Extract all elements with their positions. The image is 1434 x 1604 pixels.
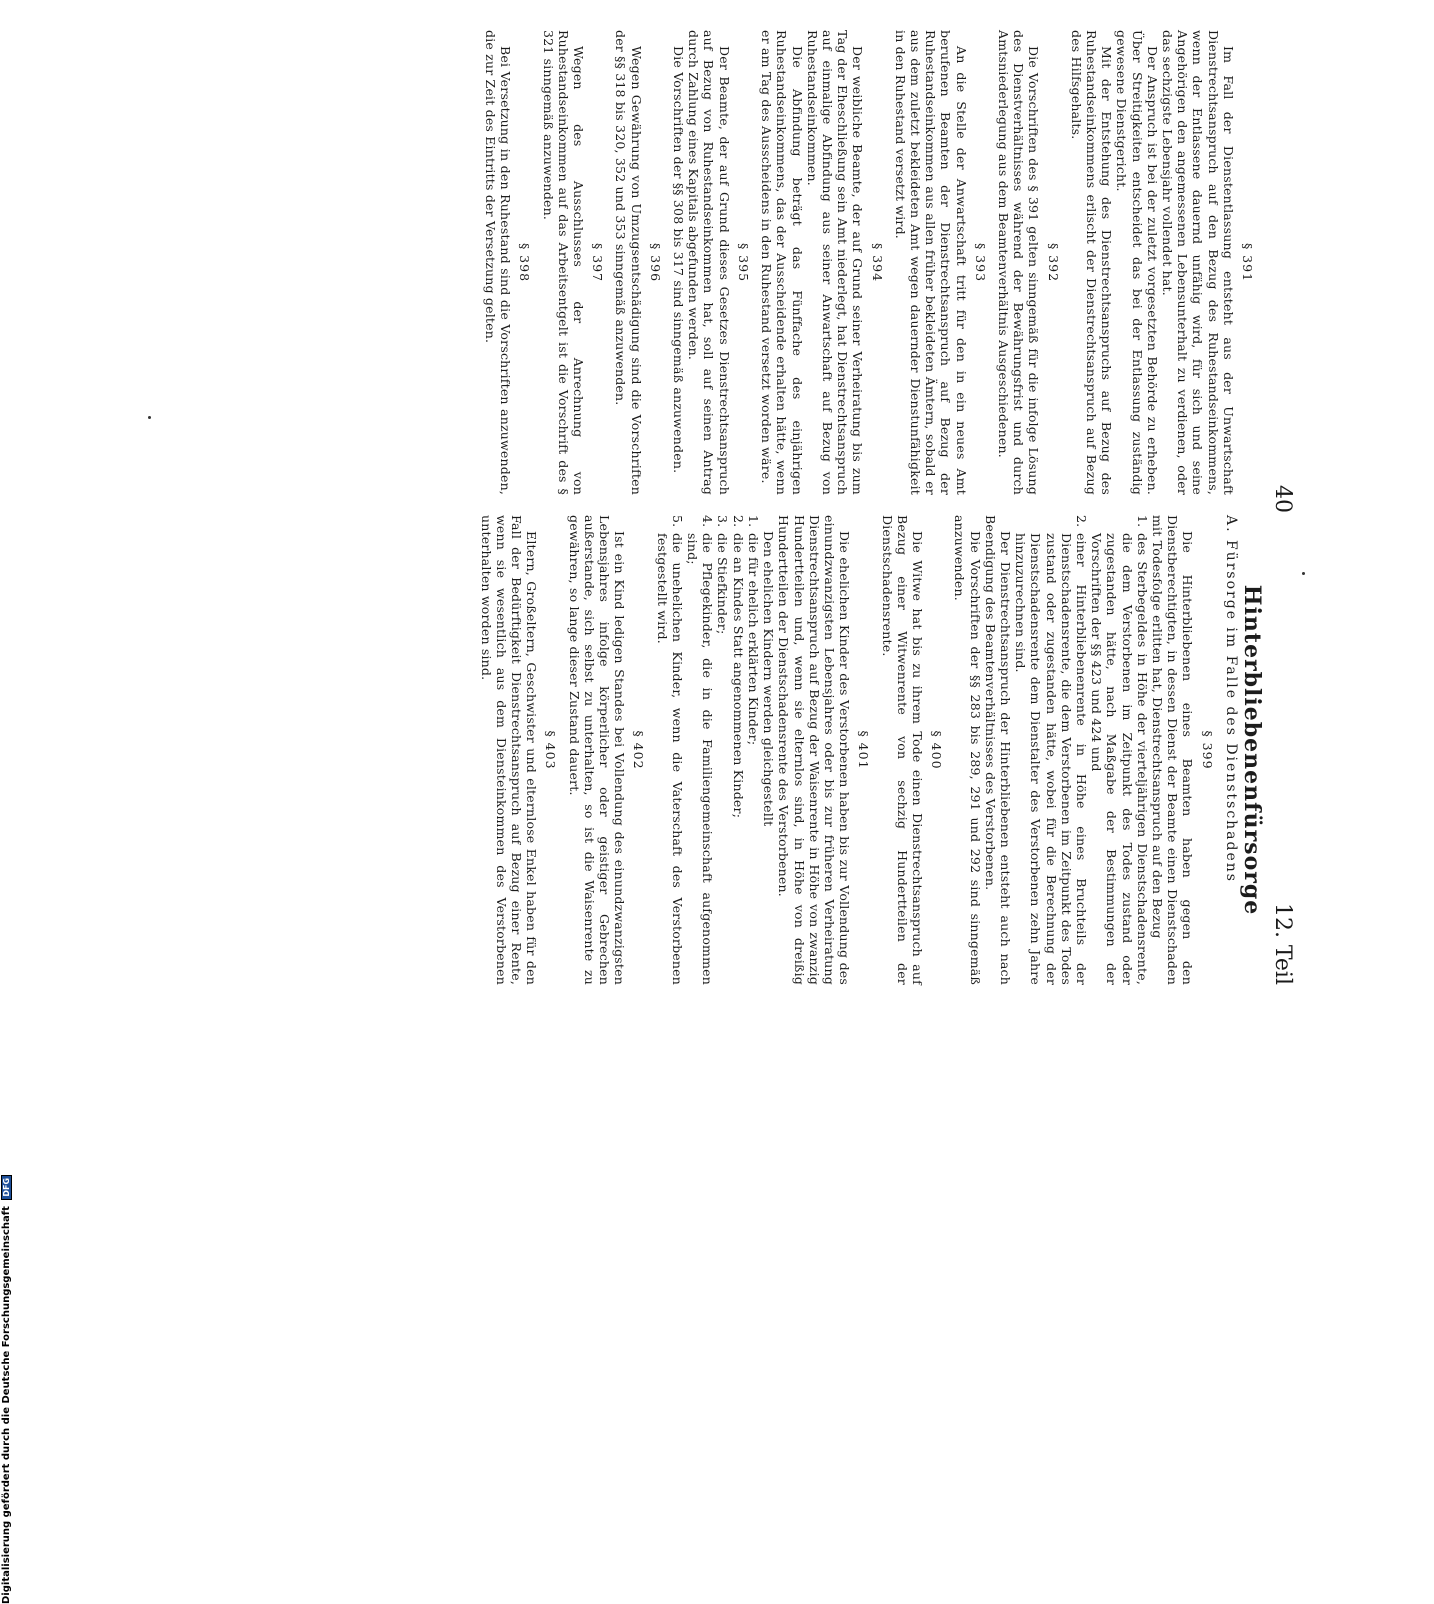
section-400-text: Die Witwe hat bis zu ihrem Tode einen Dienstrechtsanspruch auf Bezug einer Witwenrente von sechzig Hundertteilen der Dienstschadensrente.: [879, 515, 925, 985]
section-402-heading: § 402: [631, 730, 647, 770]
section-395-text-2: Die Vorschriften der §§ 308 bis 317 sind sinngemäß anzuwenden.: [671, 46, 687, 474]
section-394-text-2: Die Abfindung beträgt das Fünffache des einjährigen Ruhestandseinkommens, das der Ausscheidende erhalten hätte, wenn er am Tag des Ausscheidens in den Ruhestand versetzt worden wäre.: [759, 30, 805, 495]
section-399-heading: § 399: [1199, 730, 1215, 770]
section-393-text: An die Stelle der Anwartschaft tritt für den in ein neues Amt berufenen Beamten der Dienstrechtsanspruch auf Bezug der Ruhestandseinkommen aus allen früher bekleideten Ämtern, sobald er aus dem zuletzt bekleideten Amt wegen dauernder Dienstunfähigkeit in den Ruhestand versetzt wird.: [892, 30, 969, 495]
digitization-credit-strip: [0, 604, 14, 1604]
section-396-heading: § 396: [647, 242, 663, 283]
section-398-heading: § 398: [517, 242, 533, 283]
credit-text: Digitalisierung gefördert durch die Deutsche Forschungsgemeinschaft: [1, 1206, 12, 1604]
section-399-list: [1013, 515, 1150, 985]
section-400-heading: § 400: [929, 730, 945, 770]
section-399-text-3: Die Vorschriften der §§ 283 bis 289, 291 und 292 sind sinngemäß anzuwenden.: [952, 515, 983, 985]
section-392-heading: § 392: [1045, 242, 1061, 283]
section-394-heading: § 394: [869, 242, 885, 283]
list-item: 4. die Pflegekinder, die in die Familiengemeinschaft aufgenommen sind;: [685, 515, 716, 985]
section-399-text: Die Hinterbliebenen eines Beamten haben gegen den Dienstberechtigten, in dessen Dienst der Beamte einen Dienstschaden mit Todesfolge erlitten hat, Dienstrechtsanspruch auf den Bezug: [1149, 515, 1196, 985]
section-391-text-3: Mit der Entstehung des Dienstrechtsanspruchs auf Bezug des Ruhestandseinkommens erlischt der Dienstrechtsanspruch auf Bezug des Hilfsgehalts.: [1068, 30, 1115, 495]
section-393-heading: § 393: [972, 242, 988, 283]
list-item: 3. die Stiefkinder;: [715, 515, 731, 635]
section-396-text: Wegen Gewährung von Umzugsentschädigung sind die Vorschriften der §§ 318 bis 320, 352 und 353 sinngemäß anzuwenden.: [613, 30, 644, 495]
list-item: 1. die für ehelich erklärten Kinder;: [745, 515, 761, 746]
section-401-text: Die ehelichen Kinder des Verstorbenen haben bis zur Vollendung des einundzwanzigsten Lebensjahres oder bis zur früheren Verheiratung Dienstrechtsanspruch auf Bezug der Waisenrente in Höhe von zwanzig Hundertteilen und, wenn sie elternlos sind, in Höhe von dreißig Hundertteilen der Dienstschadensrente des Verstorbenen.: [776, 515, 853, 985]
section-a-heading: A. Fürsorge im Falle des Dienstschadens: [1222, 515, 1239, 883]
left-column: [483, 30, 1263, 495]
digitization-credit: [1, 1177, 12, 1604]
part-label: 12. Teil: [1270, 902, 1295, 985]
list-item: 2. einer Hinterbliebenenrente in Höhe eines Bruchteils der Dienstschadensrente, die dem Verstorbenen im Zeitpunkt des Todes zustand oder zugestanden hätte, wobei für die Berechnung der Dienstschadensrente dem Dienstalter des Verstorbenen zehn Jahre hinzuzurechnen sind.: [1013, 515, 1089, 985]
section-402-text: Ist ein Kind ledigen Standes bei Vollendung des einundzwanzigsten Lebensjahres infolge körperlicher oder geistiger Gebrechen außerstande, sich selbst zu unterhalten, so ist die Waisenrente zu gewähren, so lange dieser Zustand dauert.: [566, 515, 628, 985]
section-397-heading: § 397: [590, 242, 606, 283]
dfg-logo: DFG: [1, 1175, 12, 1200]
section-398-text: Bei Versetzung in den Ruhestand sind die Vorschriften anzuwenden, die zur Zeit des Eintritts der Versetzung gelten.: [483, 30, 514, 495]
list-item: 1. des Sterbegeldes in Höhe der vierteljährigen Dienstschadensrente, die dem Verstorbenen im Zeitpunkt des Todes zustand oder zugestanden hätte, nach Maßgabe der Bestimmungen der Vorschriften der §§ 423 und 424 und: [1089, 515, 1150, 985]
section-395-heading: § 395: [735, 242, 751, 283]
section-391-text: Im Fall der Dienstentlassung entsteht aus der Unwartschaft Dienstrechtsanspruch auf den Bezug des Ruhestandseinkommens, wenn der Entlassene dauernd unfähig wird, für sich und seine Angehörigen den angemessenen Lebensunterhalt zu verdienen, oder das sechzigste Lebensjahr vollendet hat.: [1159, 30, 1236, 495]
section-403-text: Eltern, Großeltern, Geschwister und elternlose Enkel haben für den Fall der Bedürftigkeit Dienstrechtsanspruch auf Bezug einer Rente, wenn sie wesentlich aus dem Diensteinkommen des Verstorbenen unterhalten worden sind.: [478, 515, 540, 985]
section-394-text: Der weibliche Beamte, der auf Grund seiner Verheiratung bis zum Tag der Eheschließung sein Amt niederlegt, hat Dienstrechtsanspruch auf einmalige Abfindung aus seiner Anwartschaft auf Bezug von Ruhestandseinkommen.: [804, 30, 866, 495]
section-403-heading: § 403: [543, 730, 559, 770]
section-397-text: Wegen des Ausschlusses der Anrechnung von Ruhestandseinkommen auf das Arbeitsentgelt ist die Vorschrift des § 321 sinngemäß anzuwenden.: [540, 30, 587, 495]
section-401-text-2: Den ehelichen Kindern werden gleichgestellt: [761, 531, 777, 827]
list-item: 2. die an Kindes Statt angenommenen Kinder;: [730, 515, 746, 819]
speck: [148, 416, 151, 419]
section-395-text: Der Beamte, der auf Grund dieses Gesetzes Dienstrechtsanspruch auf Bezug von Ruhestandseinkommen hat, soll auf seinen Antrag durch Zahlung eines Kapitals abgefunden werden.: [686, 30, 732, 495]
section-401-list: [654, 515, 760, 985]
section-392-text: Die Vorschriften des § 391 gelten sinngemäß für die infolge Lösung des Dienstverhältnisses während der Bewährungsfrist und durch Amtsniederlegung aus dem Beamtenverhältnis Ausgeschiedenen.: [995, 30, 1042, 495]
page-number: 40: [1270, 485, 1295, 513]
chapter-title: Hinterbliebenenfürsorge: [1239, 584, 1265, 916]
speck: [1302, 572, 1305, 575]
section-391-heading: § 391: [1240, 242, 1255, 283]
right-column: [478, 515, 1263, 985]
page-header: [1270, 485, 1295, 985]
list-item: 5. die unehelichen Kinder, wenn die Vaterschaft des Verstorbenen festgestellt wird.: [654, 515, 685, 985]
section-401-heading: § 401: [856, 730, 872, 770]
section-391-text-2: Der Anspruch ist bei der zuletzt vorgesetzten Behörde zu erheben. Über Streitigkeiten entscheidet das bei der Entlassung zuständig gewesene Dienstgericht.: [1114, 30, 1160, 495]
section-399-text-2: Der Dienstrechtsanspruch der Hinterbliebenen entsteht auch nach Beendigung des Beamtenverhältnisses des Verstorbenen.: [982, 515, 1013, 985]
page-rotated-frame: [125, 30, 1295, 990]
